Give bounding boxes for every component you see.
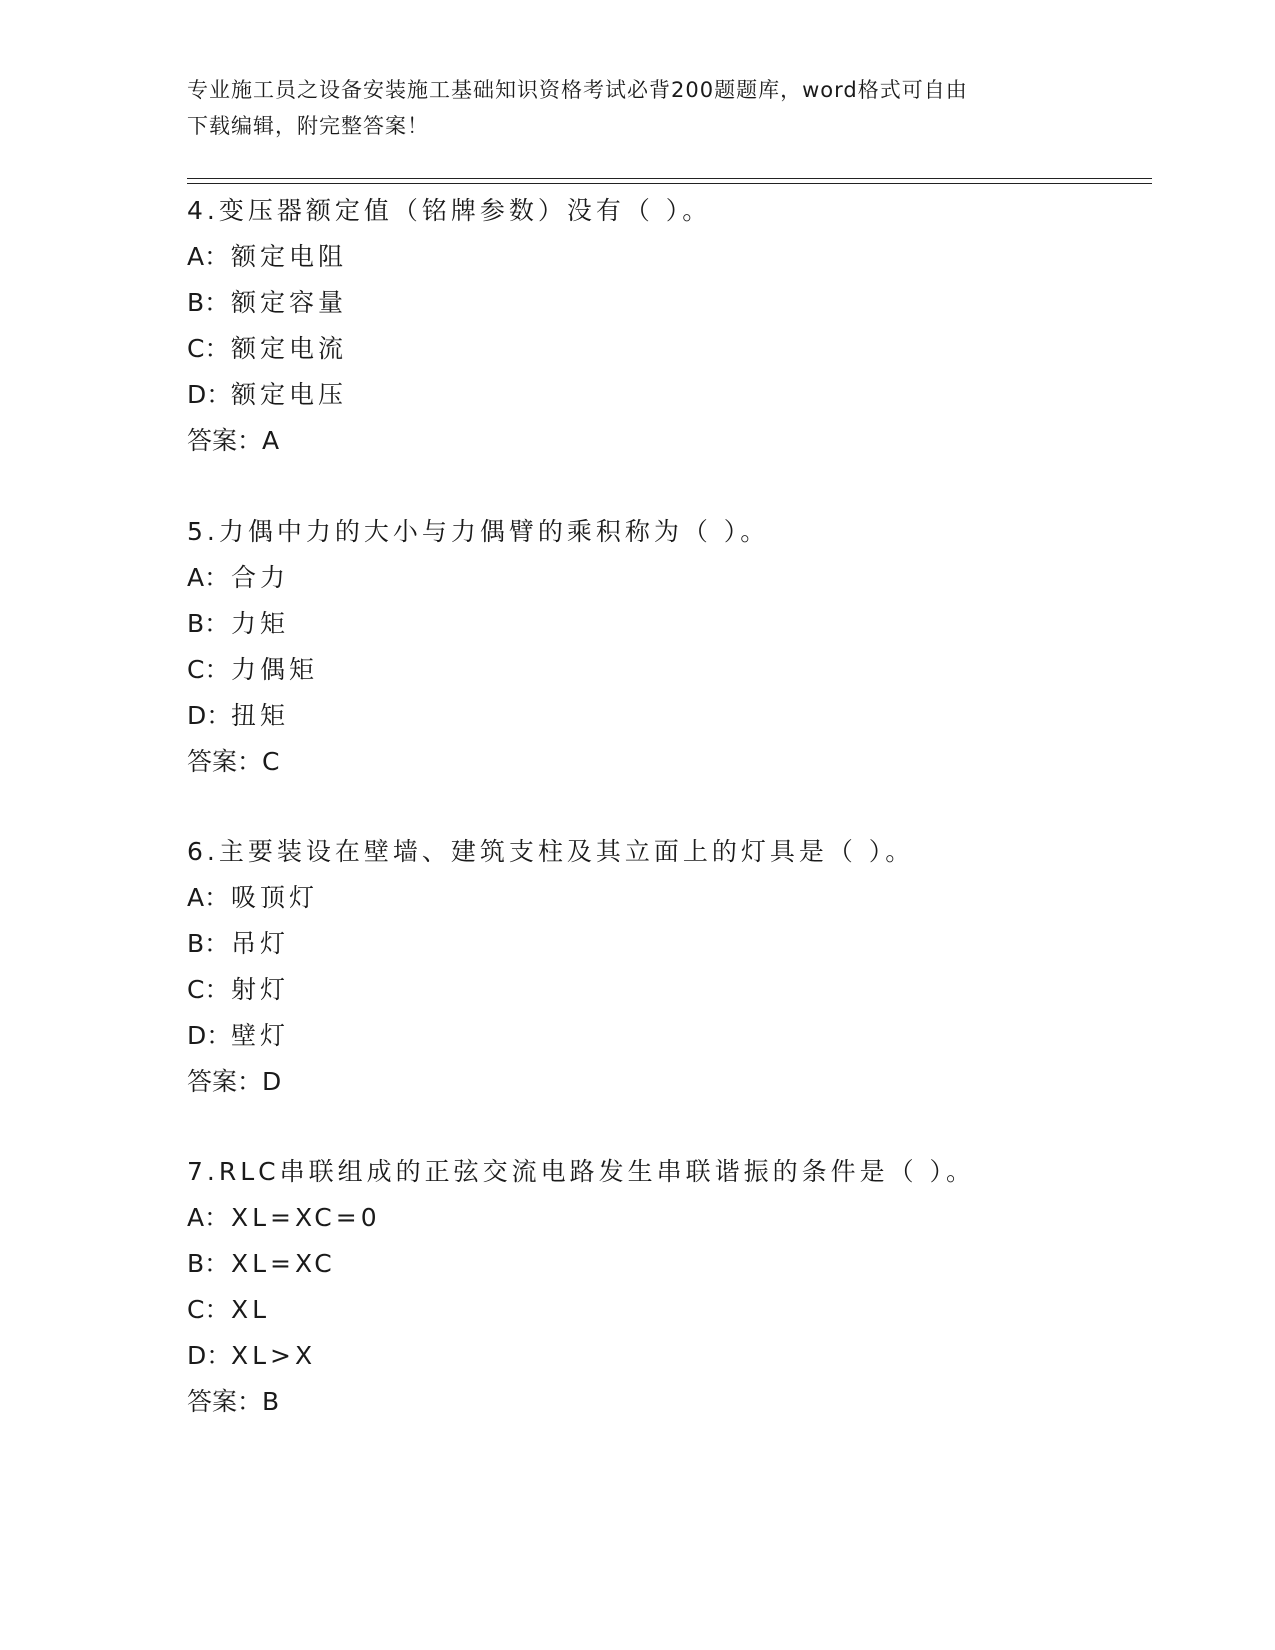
question-stem: 7.RLC串联组成的正弦交流电路发生串联谐振的条件是（ ）。: [187, 1157, 976, 1186]
option-c: [187, 647, 1147, 693]
option-text: 壁灯: [231, 1021, 290, 1050]
header-divider-bottom: [187, 183, 1152, 184]
option-d: [187, 1333, 1147, 1379]
option-letter: C：: [187, 334, 230, 363]
option-letter: B：: [187, 288, 230, 317]
option-letter: C：: [187, 655, 230, 684]
option-b: [187, 1241, 1147, 1287]
option-a: [187, 234, 1147, 280]
option-letter: D：: [187, 380, 232, 409]
document-header: [187, 72, 1067, 144]
question-block: [187, 829, 1147, 1105]
header-line-1: 专业施工员之设备安装施工基础知识资格考试必背200题题库，word格式可自由: [187, 78, 968, 102]
question-block: [187, 1149, 1147, 1425]
option-text: 合力: [231, 563, 290, 592]
option-letter: A：: [187, 563, 230, 592]
option-d: [187, 1013, 1147, 1059]
option-text: 力矩: [231, 609, 290, 638]
option-text: XL: [231, 1295, 271, 1324]
question-stem: 4.变压器额定值（铭牌参数）没有（ ）。: [187, 196, 712, 225]
option-letter: B：: [187, 609, 230, 638]
option-text: 额定电阻: [231, 242, 348, 271]
option-c: [187, 967, 1147, 1013]
answer-line: 答案：C: [187, 747, 280, 776]
option-a: [187, 1195, 1147, 1241]
answer-line: 答案：D: [187, 1067, 282, 1096]
question-stem: 6.主要装设在壁墙、建筑支柱及其立面上的灯具是（ ）。: [187, 837, 915, 866]
option-text: 力偶矩: [231, 655, 319, 684]
option-text: 吊灯: [231, 929, 290, 958]
option-letter: A：: [187, 1203, 230, 1232]
answer-line: 答案：B: [187, 1387, 280, 1416]
option-text: 额定电压: [231, 380, 348, 409]
option-text: 射灯: [231, 975, 290, 1004]
option-letter: B：: [187, 929, 230, 958]
header-divider-top: [187, 178, 1152, 179]
question-block: [187, 509, 1147, 785]
option-letter: D：: [187, 701, 232, 730]
option-text: XL=XC=0: [231, 1203, 381, 1232]
option-letter: D：: [187, 1341, 232, 1370]
option-letter: C：: [187, 975, 230, 1004]
option-text: 额定容量: [231, 288, 348, 317]
option-text: 扭矩: [231, 701, 290, 730]
option-letter: A：: [187, 883, 230, 912]
option-c: [187, 326, 1147, 372]
option-text: XL>X: [231, 1341, 317, 1370]
option-a: [187, 875, 1147, 921]
option-d: [187, 372, 1147, 418]
option-b: [187, 921, 1147, 967]
question-block: [187, 188, 1147, 464]
option-text: XL=XC: [231, 1249, 336, 1278]
question-stem: 5.力偶中力的大小与力偶臂的乘积称为（ ）。: [187, 517, 770, 546]
option-b: [187, 601, 1147, 647]
option-b: [187, 280, 1147, 326]
option-a: [187, 555, 1147, 601]
answer-line: 答案：A: [187, 426, 280, 455]
option-letter: D：: [187, 1021, 232, 1050]
option-letter: C：: [187, 1295, 230, 1324]
option-c: [187, 1287, 1147, 1333]
option-letter: B：: [187, 1249, 230, 1278]
option-text: 额定电流: [231, 334, 348, 363]
option-d: [187, 693, 1147, 739]
header-line-2: 下载编辑，附完整答案！: [187, 114, 429, 138]
option-letter: A：: [187, 242, 230, 271]
option-text: 吸顶灯: [231, 883, 319, 912]
